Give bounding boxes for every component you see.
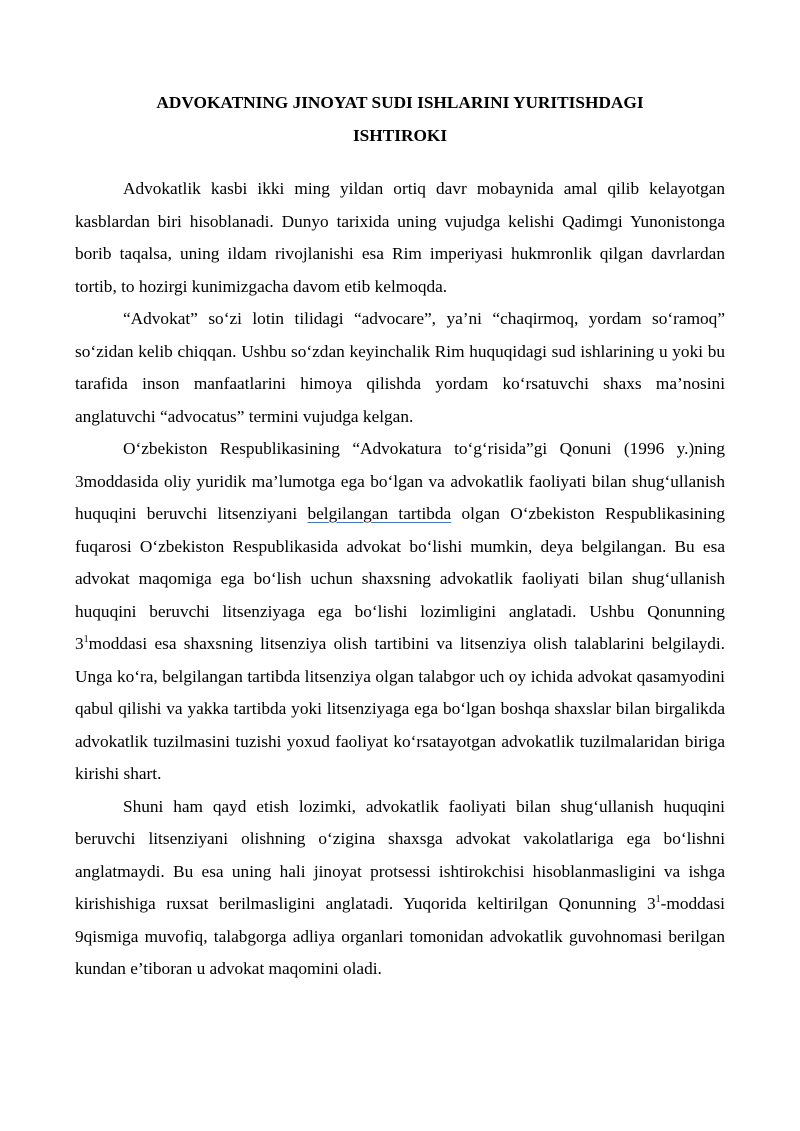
underlined-phrase: belgilangan tartibda xyxy=(307,504,452,523)
paragraph-2: “Advokat” so‘zi lotin tilidagi “advocare”, ya’ni “chaqirmoq, yordam so‘ramoq” so‘zidan kelib chiqqan. Ushbu so‘zdan keyinchalik Rim huquqidagi sud ishlarining u yoki bu tarafida inson manfaatlarini himoya qilishda yordam ko‘rsatuvchi shaxs ma’nosini anglatuvchi “advocatus” termini vujudga kelgan. xyxy=(75,309,725,426)
paragraph-3-text-a: O‘zbekiston Respublikasining “Advokatura to‘g‘risida”gi Qonuni (1996 y.)ning 3moddasida oliy yuridik ma’lumotga ega bo‘lgan va advokatlik faoliyati bilan shug‘ullanish huquqini beruvchi litsenziyani xyxy=(75,439,725,523)
paragraph-3 xyxy=(75,433,725,791)
document-title xyxy=(75,86,725,152)
document-page xyxy=(75,86,725,986)
paragraph-1: Advokatlik kasbi ikki ming yildan ortiq davr mobaynida amal qilib kelayotgan kasblardan biri hisoblanadi. Dunyo tarixida uning vujudga kelishi Qadimgi Yunonistonga borib taqalsa, uning ildam rivojlanishi esa Rim imperiyasi hukmronlik qilgan davrlardan tortib, to hozirgi kunimizgacha davom etib kelmoqda. xyxy=(75,179,725,296)
article-superscript: 1 xyxy=(83,634,89,646)
paragraph-3-text-b: olgan O‘zbekiston Respublikasining fuqarosi O‘zbekiston Respublikasida advokat bo‘lishi mumkin, deya belgilangan. Bu esa advokat maqomiga ega bo‘lish uchun shaxsning advokatlik faoliyati bilan shug‘ullanish huquqini beruvchi litsenziyaga ega bo‘lishi lozimligini anglatadi. Ushbu Qonunning 3 xyxy=(75,504,726,653)
title-line-2: ISHTIROKI xyxy=(352,126,448,145)
paragraph-4-text-b: -moddasi 9qismiga muvofiq, talabgorga adliya organlari tomonidan advokatlik guvohnomasi berilgan kundan e’tiboran u advokat maqomini oladi. xyxy=(75,894,725,978)
paragraph-3-text-c: moddasi esa shaxsning litsenziya olish tartibini va litsenziya olish talablarini belgilaydi. Unga ko‘ra, belgilangan tartibda litsenziya olgan talabgor uch oy ichida advokat qasamyodini qabul qilishi va yakka tartibda yoki litsenziyaga ega bo‘lgan boshqa shaxslar bilan birgalikda advokatlik tuzilmasini tuzishi yoxud faoliyat ko‘rsatayotgan advokatlik tuzilmalaridan biriga kirishi shart. xyxy=(75,634,725,783)
article-superscript: 1 xyxy=(655,894,661,906)
paragraph-4-text-a: Shuni ham qayd etish lozimki, advokatlik faoliyati bilan shug‘ullanish huquqini beruvchi litsenziyani olishning o‘zigina shaxsga advokat vakolatlariga ega bo‘lishni anglatmaydi. Bu esa uning hali jinoyat protsessi ishtirokchisi hisoblanmasligini va ishga kirishishiga ruxsat berilmasligini anglatadi. Yuqorida keltirilgan Qonunning 3 xyxy=(75,796,725,913)
paragraph-4 xyxy=(75,791,725,986)
title-line-1: ADVOKATNING JINOYAT SUDI ISHLARINI YURITISHDAGI xyxy=(156,93,644,112)
